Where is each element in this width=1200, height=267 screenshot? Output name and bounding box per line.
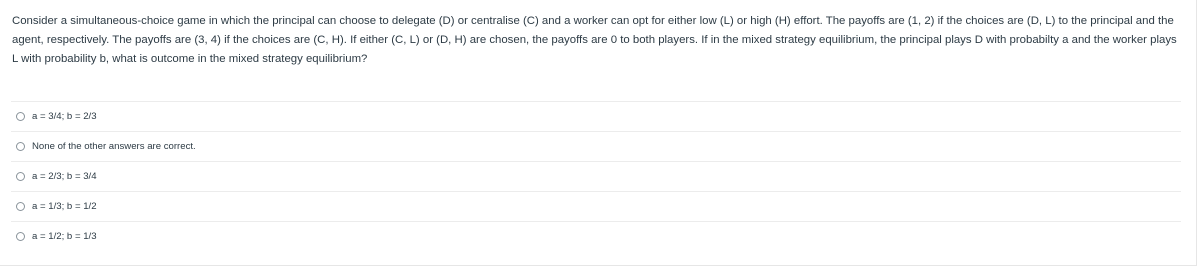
answer-label: a = 2/3; b = 3/4 (32, 171, 97, 182)
answer-option[interactable] (11, 221, 1181, 251)
answer-option[interactable] (11, 161, 1181, 191)
radio-button[interactable] (16, 202, 25, 211)
question-text: Consider a simultaneous-choice game in which the principal can choose to delegate (D) or centralise (C) and a worker can opt for either low (L) or high (H) effort. The payoffs are (1, 2) if the choices are (D, L) to the principal and the agent, respectively. The payoffs are (3, 4) if the choices are (C, H). If either (C, L) or (D, H) are chosen, the payoffs are 0 to both players. If in the mixed strategy equilibrium, the principal plays D with probabilty a and the worker plays L with probability b, what is outcome in the mixed strategy equilibrium? (12, 15, 1177, 65)
answer-option[interactable] (11, 101, 1181, 131)
radio-button[interactable] (16, 142, 25, 151)
answer-label: a = 3/4; b = 2/3 (32, 111, 97, 122)
answer-label: None of the other answers are correct. (32, 141, 196, 152)
radio-button[interactable] (16, 172, 25, 181)
answer-option[interactable] (11, 131, 1181, 161)
answer-list (11, 101, 1181, 251)
answer-label: a = 1/3; b = 1/2 (32, 201, 97, 212)
radio-button[interactable] (16, 112, 25, 121)
answer-option[interactable] (11, 191, 1181, 221)
radio-button[interactable] (16, 232, 25, 241)
answer-label: a = 1/2; b = 1/3 (32, 231, 97, 242)
